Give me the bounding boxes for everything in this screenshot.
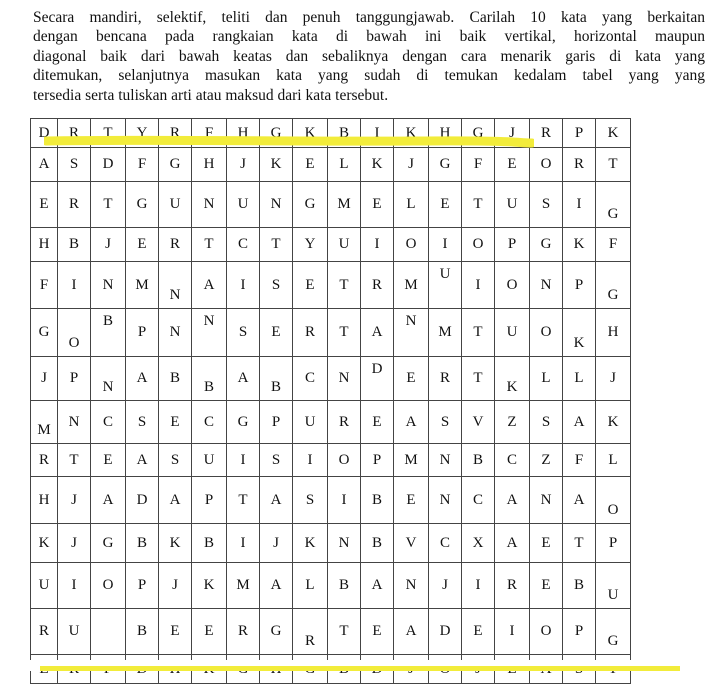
grid-cell: M — [429, 309, 462, 357]
grid-row — [31, 182, 631, 228]
grid-cell: B — [126, 609, 159, 655]
grid-cell: I — [293, 444, 328, 477]
grid-cell: K — [563, 309, 596, 357]
grid-cell: G — [596, 182, 631, 228]
grid-cell: E — [91, 444, 126, 477]
grid-cell: B — [462, 444, 495, 477]
grid-cell: D — [361, 357, 394, 401]
grid-cell: G — [260, 119, 293, 148]
grid-cell: E — [361, 401, 394, 444]
grid-cell: A — [563, 401, 596, 444]
grid-cell: J — [91, 228, 126, 262]
grid-cell: C — [495, 444, 530, 477]
grid-cell: H — [31, 477, 58, 524]
grid-cell: J — [31, 357, 58, 401]
grid-cell: N — [192, 182, 227, 228]
grid-cell: N — [394, 563, 429, 609]
grid-cell: P — [126, 563, 159, 609]
grid-cell: L — [530, 357, 563, 401]
grid-cell: A — [126, 357, 159, 401]
grid-cell: T — [192, 228, 227, 262]
grid-cell: S — [429, 401, 462, 444]
grid-row — [31, 401, 631, 444]
grid-cell: B — [126, 524, 159, 563]
grid-cell: R — [495, 563, 530, 609]
grid-cell: B — [58, 228, 91, 262]
grid-cell: G — [429, 148, 462, 182]
grid-cell: J — [596, 357, 631, 401]
grid-cell: T — [328, 309, 361, 357]
grid-cell: A — [227, 357, 260, 401]
grid-cell: P — [58, 357, 91, 401]
grid-cell: N — [328, 524, 361, 563]
grid-cell: I — [58, 262, 91, 309]
grid-cell: E — [260, 309, 293, 357]
grid-cell: R — [361, 262, 394, 309]
grid-cell: C — [91, 401, 126, 444]
instruction-line: diagonal baik dari bawah keatas dan sebaliknya dengan cara menarik garis di kata yang — [33, 47, 705, 65]
grid-cell: K — [159, 524, 192, 563]
grid-cell: R — [227, 609, 260, 655]
grid-cell: I — [462, 563, 495, 609]
grid-cell: M — [328, 182, 361, 228]
grid-cell: P — [260, 401, 293, 444]
grid-cell: B — [260, 357, 293, 401]
grid-cell: I — [227, 524, 260, 563]
grid-cell: H — [596, 309, 631, 357]
grid-cell: F — [462, 148, 495, 182]
grid-cell: R — [31, 609, 58, 655]
grid-cell: O — [530, 148, 563, 182]
grid-cell: G — [159, 148, 192, 182]
grid-cell: G — [596, 262, 631, 309]
grid-cell: K — [192, 563, 227, 609]
grid-cell: T — [328, 609, 361, 655]
grid-cell: N — [91, 357, 126, 401]
grid-cell: C — [429, 524, 462, 563]
grid-cell: T — [462, 357, 495, 401]
grid-cell: E — [293, 148, 328, 182]
grid-cell: J — [495, 119, 530, 148]
grid-cell: F — [596, 228, 631, 262]
grid-cell: C — [462, 477, 495, 524]
grid-cell: I — [361, 119, 394, 148]
grid-cell: Z — [495, 401, 530, 444]
grid-cell: O — [328, 444, 361, 477]
grid-cell: C — [192, 401, 227, 444]
grid-cell: A — [394, 401, 429, 444]
bottom-bar — [0, 660, 720, 671]
word-search-grid — [30, 118, 631, 684]
grid-cell: R — [58, 119, 91, 148]
grid-cell: S — [260, 262, 293, 309]
grid-cell: A — [260, 477, 293, 524]
instruction-line: ditemukan, selanjutnya masukan kata yang sudah di temukan kedalam tabel yang yang — [33, 67, 705, 85]
grid-cell: N — [159, 262, 192, 309]
grid-cell: E — [495, 148, 530, 182]
grid-cell — [91, 609, 126, 655]
grid-cell: R — [293, 309, 328, 357]
grid-cell: G — [227, 401, 260, 444]
grid-row — [31, 309, 631, 357]
grid-cell: N — [91, 262, 126, 309]
grid-cell: N — [530, 477, 563, 524]
grid-cell: K — [596, 119, 631, 148]
grid-cell: K — [293, 119, 328, 148]
grid-cell: E — [159, 401, 192, 444]
grid-cell: K — [394, 119, 429, 148]
grid-row — [31, 148, 631, 182]
grid-cell: I — [58, 563, 91, 609]
grid-cell: O — [596, 477, 631, 524]
grid-cell: N — [159, 309, 192, 357]
grid-cell: V — [394, 524, 429, 563]
grid-cell: B — [159, 357, 192, 401]
grid-cell: P — [563, 609, 596, 655]
instruction-line: dengan bencana pada rangkaian kata di bawah ini baik vertikal, horizontal maupun — [33, 28, 705, 46]
grid-cell: R — [58, 182, 91, 228]
grid-cell: N — [192, 309, 227, 357]
grid-cell: H — [227, 119, 260, 148]
grid-row — [31, 119, 631, 148]
grid-cell: M — [126, 262, 159, 309]
grid-cell: A — [563, 477, 596, 524]
grid-cell: T — [91, 119, 126, 148]
grid-cell: E — [394, 357, 429, 401]
grid-cell: U — [159, 182, 192, 228]
grid-cell: X — [462, 524, 495, 563]
grid-cell: L — [563, 357, 596, 401]
grid-cell: G — [530, 228, 563, 262]
grid-cell: U — [328, 228, 361, 262]
grid-cell: I — [495, 609, 530, 655]
grid-cell: I — [328, 477, 361, 524]
grid-cell: D — [429, 609, 462, 655]
grid-cell: T — [563, 524, 596, 563]
grid-cell: E — [462, 609, 495, 655]
grid-cell: A — [126, 444, 159, 477]
grid-cell: I — [361, 228, 394, 262]
grid-cell: J — [159, 563, 192, 609]
grid-cell: K — [361, 148, 394, 182]
grid-cell: J — [227, 148, 260, 182]
grid-cell: A — [361, 309, 394, 357]
grid-cell: S — [293, 477, 328, 524]
grid-cell: B — [361, 524, 394, 563]
grid-cell: Z — [530, 444, 563, 477]
instruction-line: tersedia serta tuliskan arti atau maksud dari kata tersebut. — [33, 86, 389, 104]
grid-cell: A — [192, 262, 227, 309]
grid-cell: E — [429, 182, 462, 228]
grid-cell: R — [530, 119, 563, 148]
grid-cell: L — [328, 148, 361, 182]
grid-cell: D — [91, 148, 126, 182]
grid-cell: B — [192, 524, 227, 563]
grid-cell: S — [227, 309, 260, 357]
grid-cell: E — [530, 524, 563, 563]
grid-cell: D — [126, 477, 159, 524]
grid-cell: O — [91, 563, 126, 609]
grid-cell: N — [260, 182, 293, 228]
grid-cell: T — [91, 182, 126, 228]
grid-cell: I — [563, 182, 596, 228]
grid-cell: U — [31, 563, 58, 609]
grid-row — [31, 262, 631, 309]
grid-row — [31, 609, 631, 655]
grid-cell: G — [293, 182, 328, 228]
grid-cell: S — [58, 148, 91, 182]
grid-cell: O — [530, 609, 563, 655]
grid-cell: R — [563, 148, 596, 182]
grid-cell: S — [260, 444, 293, 477]
grid-cell: B — [328, 119, 361, 148]
grid-cell: A — [361, 563, 394, 609]
grid-cell: B — [361, 477, 394, 524]
grid-cell: I — [227, 444, 260, 477]
grid-cell: J — [260, 524, 293, 563]
grid-cell: U — [192, 444, 227, 477]
grid-cell: T — [328, 262, 361, 309]
grid-cell: G — [91, 524, 126, 563]
grid-row — [31, 357, 631, 401]
grid-cell: N — [429, 444, 462, 477]
grid-cell: A — [31, 148, 58, 182]
grid-cell: E — [159, 609, 192, 655]
grid-cell: P — [563, 119, 596, 148]
grid-cell: O — [394, 228, 429, 262]
grid-cell: I — [429, 228, 462, 262]
grid-cell: R — [328, 401, 361, 444]
grid-row — [31, 563, 631, 609]
grid-cell: S — [530, 401, 563, 444]
grid-row — [31, 477, 631, 524]
bottom-highlight-line — [40, 666, 680, 671]
grid-cell: I — [462, 262, 495, 309]
grid-cell: K — [596, 401, 631, 444]
grid-cell: U — [495, 309, 530, 357]
grid-cell: T — [462, 182, 495, 228]
grid-cell: K — [31, 524, 58, 563]
grid-cell: B — [91, 309, 126, 357]
grid-row — [31, 228, 631, 262]
grid-cell: K — [495, 357, 530, 401]
grid-cell: R — [31, 444, 58, 477]
grid-cell: G — [126, 182, 159, 228]
grid-row — [31, 444, 631, 477]
grid-cell: R — [429, 357, 462, 401]
grid-cell: P — [361, 444, 394, 477]
grid-cell: H — [429, 119, 462, 148]
grid-cell: E — [361, 182, 394, 228]
grid-cell: A — [159, 477, 192, 524]
grid-cell: S — [530, 182, 563, 228]
grid-cell: A — [91, 477, 126, 524]
instruction-line: Secara mandiri, selektif, teliti dan penuh tanggungjawab. Carilah 10 kata yang berkaitan — [33, 9, 705, 26]
grid-cell: I — [227, 262, 260, 309]
grid-cell: D — [31, 119, 58, 148]
grid-cell: M — [227, 563, 260, 609]
grid-cell: U — [495, 182, 530, 228]
grid-cell: L — [394, 182, 429, 228]
grid-cell: K — [260, 148, 293, 182]
grid-cell: A — [495, 524, 530, 563]
grid-cell: J — [429, 563, 462, 609]
grid-cell: N — [58, 401, 91, 444]
grid-cell: O — [462, 228, 495, 262]
grid-cell: A — [394, 609, 429, 655]
grid-cell: T — [227, 477, 260, 524]
grid-cell: P — [596, 524, 631, 563]
grid-cell: V — [462, 401, 495, 444]
grid-cell: L — [293, 563, 328, 609]
grid-cell: R — [159, 228, 192, 262]
grid-cell: P — [563, 262, 596, 309]
grid-cell: Y — [126, 119, 159, 148]
word-search-grid-wrapper — [30, 118, 631, 684]
grid-cell: C — [293, 357, 328, 401]
grid-cell: B — [192, 357, 227, 401]
grid-cell: S — [159, 444, 192, 477]
grid-cell: M — [394, 262, 429, 309]
grid-cell: U — [227, 182, 260, 228]
grid-cell: H — [31, 228, 58, 262]
grid-cell: P — [495, 228, 530, 262]
grid-cell: F — [192, 119, 227, 148]
grid-cell: G — [462, 119, 495, 148]
grid-cell: S — [126, 401, 159, 444]
grid-cell: E — [530, 563, 563, 609]
grid-cell: E — [394, 477, 429, 524]
grid-cell: H — [192, 148, 227, 182]
grid-cell: B — [328, 563, 361, 609]
grid-cell: G — [596, 609, 631, 655]
grid-cell: T — [260, 228, 293, 262]
grid-cell: F — [563, 444, 596, 477]
grid-cell: F — [126, 148, 159, 182]
grid-cell: C — [227, 228, 260, 262]
grid-cell: R — [159, 119, 192, 148]
grid-cell: E — [293, 262, 328, 309]
grid-cell: E — [361, 609, 394, 655]
grid-cell: B — [563, 563, 596, 609]
grid-cell: F — [31, 262, 58, 309]
grid-cell: M — [394, 444, 429, 477]
grid-cell: T — [596, 148, 631, 182]
grid-cell: G — [31, 309, 58, 357]
grid-cell: N — [328, 357, 361, 401]
grid-cell: P — [192, 477, 227, 524]
grid-cell: U — [429, 262, 462, 309]
grid-cell: T — [58, 444, 91, 477]
grid-cell: T — [462, 309, 495, 357]
grid-cell: E — [126, 228, 159, 262]
grid-cell: O — [58, 309, 91, 357]
grid-cell: J — [58, 477, 91, 524]
grid-cell: P — [126, 309, 159, 357]
grid-cell: R — [293, 609, 328, 655]
instructions-paragraph — [33, 8, 705, 105]
grid-cell: N — [530, 262, 563, 309]
grid-cell: K — [563, 228, 596, 262]
grid-cell: U — [58, 609, 91, 655]
grid-cell: A — [260, 563, 293, 609]
grid-cell: N — [429, 477, 462, 524]
grid-cell: K — [293, 524, 328, 563]
grid-cell: E — [192, 609, 227, 655]
grid-cell: U — [293, 401, 328, 444]
grid-cell: J — [394, 148, 429, 182]
grid-row — [31, 524, 631, 563]
grid-cell: E — [31, 182, 58, 228]
grid-cell: J — [58, 524, 91, 563]
grid-cell: A — [495, 477, 530, 524]
grid-cell: N — [394, 309, 429, 357]
grid-cell: U — [596, 563, 631, 609]
grid-cell: L — [596, 444, 631, 477]
grid-cell: G — [260, 609, 293, 655]
grid-cell: M — [31, 401, 58, 444]
grid-cell: O — [495, 262, 530, 309]
grid-cell: O — [530, 309, 563, 357]
grid-cell: Y — [293, 228, 328, 262]
